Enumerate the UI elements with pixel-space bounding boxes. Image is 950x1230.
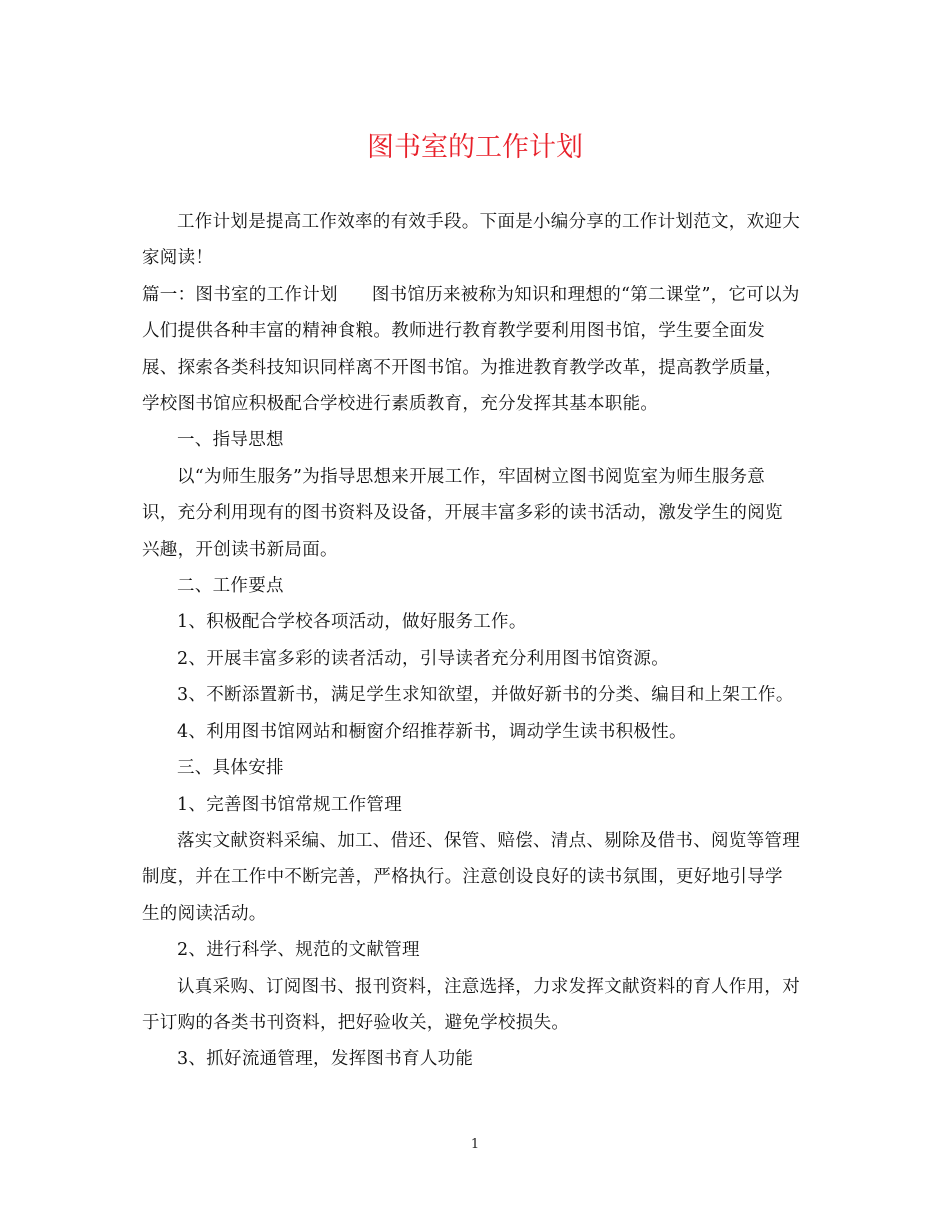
heading-work-points: 二、工作要点 bbox=[177, 576, 284, 597]
work-point-3: 3、不断添置新书，满足学生求知欲望，并做好新书的分类、编目和上架工作。 bbox=[177, 685, 794, 706]
intro-paragraph: 工作计划是提高工作效率的有效手段。下面是小编分享的工作计划范文，欢迎大家阅读！ bbox=[142, 212, 800, 269]
arrangement-2-text: 认真采购、订阅图书、报刊资料，注意选择，力求发挥文献资料的育人作用，对于订购的各类书刊资料，把好验收关，避免学校损失。 bbox=[142, 976, 800, 1033]
work-point-4: 4、利用图书馆网站和橱窗介绍推荐新书，调动学生读书积极性。 bbox=[177, 721, 687, 742]
heading-specific-arrangements: 三、具体安排 bbox=[177, 758, 284, 779]
document-body bbox=[142, 204, 800, 1078]
section-label: 篇一：图书室的工作计划 bbox=[142, 284, 338, 305]
arrangement-1-text: 落实文献资料采编、加工、借还、保管、赔偿、清点、剔除及借书、阅览等管理制度，并在工作中不断完善，严格执行。注意创设良好的读书氛围，更好地引导学生的阅读活动。 bbox=[142, 830, 800, 924]
work-point-1: 1、积极配合学校各项活动，做好服务工作。 bbox=[177, 612, 527, 633]
arrangement-1-heading: 1、完善图书馆常规工作管理 bbox=[177, 794, 403, 815]
page-number: 1 bbox=[470, 1137, 480, 1152]
section-intro: 图书馆历来被称为知识和理想的“第二课堂”，它可以为人们提供各种丰富的精神食粮。教师进行教育教学要利用图书馆，学生要全面发展、探索各类科技知识同样离不开图书馆。为推进教育教学改革，提高教学质量，学校图书馆应积极配合学校进行素质教育，充分发挥其基本职能。 bbox=[142, 284, 800, 415]
guiding-thought-paragraph: 以“为师生服务”为指导思想来开展工作，牢固树立图书阅览室为师生服务意识，充分利用现有的图书资料及设备，开展丰富多彩的读书活动，激发学生的阅览兴趣，开创读书新局面。 bbox=[142, 466, 783, 560]
heading-guiding-thought: 一、指导思想 bbox=[177, 430, 284, 451]
work-point-2: 2、开展丰富多彩的读者活动，引导读者充分利用图书馆资源。 bbox=[177, 648, 670, 669]
section-paragraph bbox=[142, 277, 800, 423]
arrangement-2-heading: 2、进行科学、规范的文献管理 bbox=[177, 940, 420, 961]
arrangement-3-heading: 3、抓好流通管理，发挥图书育人功能 bbox=[177, 1049, 474, 1070]
document-title: 图书室的工作计划 bbox=[367, 132, 583, 163]
